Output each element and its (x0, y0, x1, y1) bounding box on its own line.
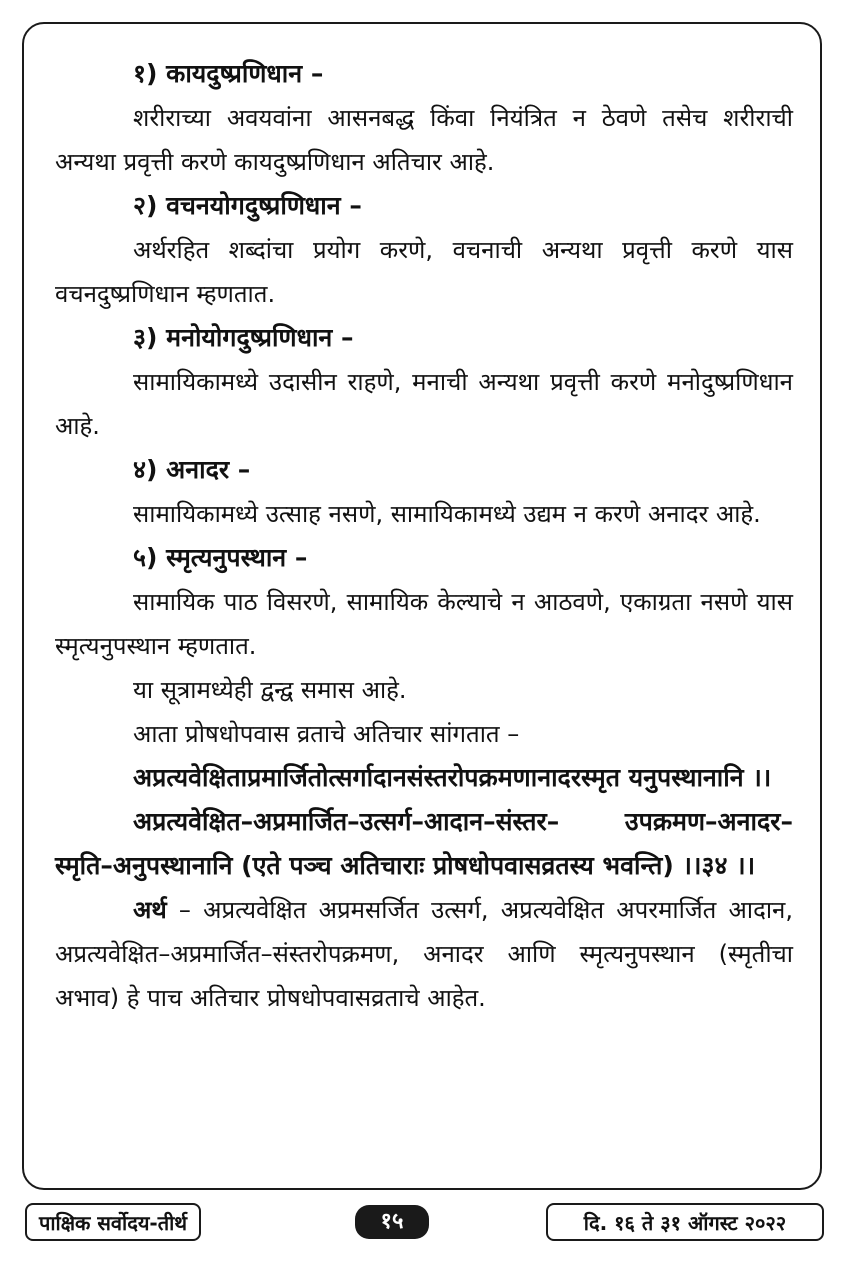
section-text: सामायिक पाठ विसरणे, सामायिक केल्याचे न आठवणे, एकाग्रता नसणे यास स्मृत्यनुपस्थान म्हणतात. (55, 588, 793, 660)
page-content (55, 52, 793, 1020)
section-text: सामायिकामध्ये उदासीन राहणे, मनाची अन्यथा प्रवृत्ती करणे मनोदुष्प्रणिधान आहे. (55, 368, 793, 440)
sutra-text: अप्रत्यवेक्षिताप्रमार्जितोत्सर्गादानसंस्तरोपक्रमणानादरस्मृत यनुपस्थानानि ।। (133, 763, 772, 792)
section-text: शरीराच्या अवयवांना आसनबद्ध किंवा नियंत्रित न ठेवणे तसेच शरीराची अन्यथा प्रवृत्ती करणे कायदुष्प्रणिधान अतिचार आहे. (55, 104, 793, 176)
section-text: अर्थरहित शब्दांचा प्रयोग करणे, वचनाची अन्यथा प्रवृत्ती करणे यास वचनदुष्प्रणिधान म्हणतात. (55, 236, 793, 308)
note-line: आता प्रोषधोपवास व्रताचे अतिचार सांगतात – (133, 720, 520, 748)
sutra-split: अप्रत्यवेक्षित–अप्रमार्जित–उत्सर्ग–आदान–संस्तर– उपक्रमण–अनादर–स्मृति–अनुपस्थानानि (एते पञ्च अतिचाराः प्रोषधोपवासव्रतस्य भवन्ति) ।।३४ ।। (55, 807, 793, 880)
meaning-text: अप्रत्यवेक्षित अप्रमसर्जित उत्सर्ग, अप्रत्यवेक्षित अपरमार्जित आदान, अप्रत्यवेक्षित–अप्रमार्जित–संस्तरोपक्रमण, अनादर आणि स्मृत्यनुपस्थान (स्मृतीचा अभाव) हे पाच अतिचार प्रोषधोपवासव्रताचे आहेत. (55, 896, 793, 1012)
meaning-label: अर्थ (133, 896, 167, 924)
note-line: या सूत्रामध्येही द्वन्द्व समास आहे. (133, 676, 407, 704)
issue-date: दि. १६ ते ३१ ऑगस्ट २०२२ (546, 1203, 824, 1241)
section-heading: १) कायदुष्प्रणिधान – (133, 59, 324, 88)
section-heading: ५) स्मृत्यनुपस्थान – (133, 543, 308, 572)
section-text: सामायिकामध्ये उत्साह नसणे, सामायिकामध्ये उद्यम न करणे अनादर आहे. (133, 500, 761, 528)
section-heading: ३) मनोयोगदुष्प्रणिधान – (133, 323, 354, 352)
page-number: १५ (355, 1205, 429, 1239)
section-heading: २) वचनयोगदुष्प्रणिधान – (133, 191, 362, 220)
section-heading: ४) अनादर – (133, 455, 251, 484)
meaning-dash: – (166, 896, 204, 924)
meaning-paragraph (55, 888, 793, 1020)
publication-name: पाक्षिक सर्वोदय-तीर्थ (25, 1203, 201, 1241)
